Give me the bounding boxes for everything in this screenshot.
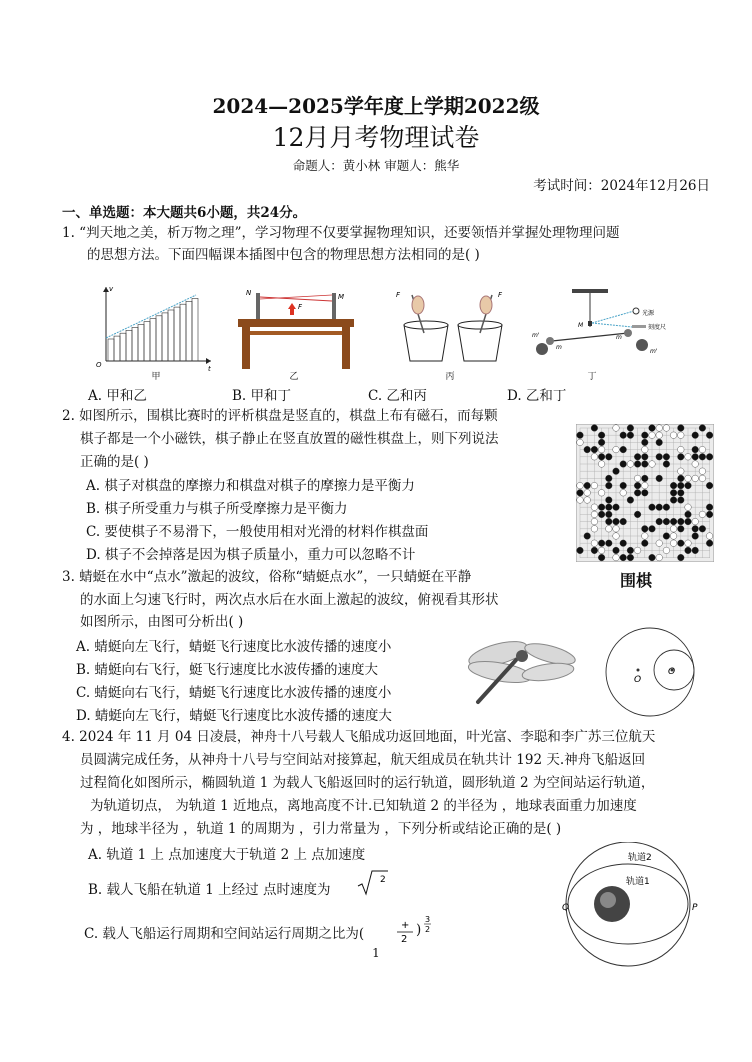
go-stone — [642, 533, 649, 540]
go-stone — [692, 526, 699, 533]
q1-option-b: B. 甲和丁 — [232, 388, 292, 404]
go-stone — [577, 547, 584, 554]
go-stone — [598, 540, 605, 547]
figure-yi — [232, 283, 362, 373]
q2-line3: 正确的是( ) — [80, 454, 149, 470]
ripple-o1: O — [634, 675, 642, 685]
fig-label-yi: 乙 — [289, 372, 299, 382]
q3-line1: 3. 蜻蜓在水中“点水”激起的波纹，俗称“蜻蜓点水”，一只蜻蜓在平静 — [62, 569, 472, 585]
step-bar — [174, 307, 180, 361]
go-stone — [649, 461, 656, 468]
go-stone — [627, 432, 634, 439]
go-stone — [692, 446, 699, 453]
ripple-circles-figure — [598, 624, 710, 720]
fig-ding-m4: m' — [650, 348, 658, 355]
go-stone — [598, 504, 605, 511]
go-stone — [577, 490, 584, 497]
go-stone — [685, 454, 692, 461]
go-stone — [642, 540, 649, 547]
q2-option-a: A. 棋子对棋盘的摩擦力和棋盘对棋子的摩擦力是平衡力 — [86, 478, 415, 494]
step-bar — [132, 327, 138, 361]
go-stone — [692, 454, 699, 461]
step-bar — [168, 310, 174, 361]
go-stone — [642, 454, 649, 461]
go-stone — [606, 475, 613, 482]
orbit-2-label: 轨道2 — [628, 853, 652, 863]
go-stone — [692, 518, 699, 525]
step-bar — [120, 333, 126, 361]
go-stone — [678, 526, 685, 533]
ripple-o2: O — [668, 667, 676, 677]
go-stone — [606, 518, 613, 525]
fig-ding-m2: m — [556, 344, 562, 351]
fig-yi-m: M — [338, 293, 345, 301]
go-stone — [598, 547, 605, 554]
go-stone — [670, 533, 677, 540]
svg-text:+: + — [401, 920, 410, 931]
go-stone — [591, 504, 598, 511]
step-bar — [192, 298, 198, 361]
q3-line3: 如图所示，由图可分析出( ) — [80, 614, 244, 630]
q1-option-c: C. 乙和丙 — [368, 388, 427, 404]
go-stone — [620, 554, 627, 561]
fig-ding-mm: m' — [532, 332, 540, 339]
exam-time: 考试时间：2024年12月26日 — [533, 178, 710, 194]
fig-jia-o: O — [96, 361, 102, 369]
go-stone — [706, 454, 713, 461]
go-stone — [591, 526, 598, 533]
go-stone — [699, 454, 706, 461]
go-stone — [678, 454, 685, 461]
go-stone — [613, 526, 620, 533]
go-stone — [634, 490, 641, 497]
go-stone — [634, 475, 641, 482]
go-stone — [627, 547, 634, 554]
go-stone — [678, 518, 685, 525]
q3-option-a: A. 蜻蜓向左飞行，蜻蜓飞行速度比水波传播的速度小 — [76, 639, 392, 655]
sqrt-symbol-icon — [356, 868, 390, 898]
go-stone — [685, 547, 692, 554]
step-bar — [180, 304, 186, 361]
fig-ding-light: 光源 — [642, 310, 655, 317]
go-stone — [591, 446, 598, 453]
go-stone — [577, 439, 584, 446]
go-stone — [620, 432, 627, 439]
go-stone — [620, 540, 627, 547]
go-stone — [706, 504, 713, 511]
q4-option-c-tail: ) — [416, 922, 422, 938]
fig-ding-m5: M — [578, 322, 584, 329]
go-stone — [613, 547, 620, 554]
go-stone — [620, 461, 627, 468]
go-stone — [649, 432, 656, 439]
go-stone — [678, 497, 685, 504]
dragonfly-figure — [458, 632, 588, 712]
go-stone — [699, 468, 706, 475]
step-bar — [186, 301, 192, 361]
go-stone — [670, 497, 677, 504]
go-stone — [577, 497, 584, 504]
go-stone — [663, 547, 670, 554]
go-board-caption: 围棋 — [620, 571, 653, 590]
go-stone — [670, 432, 677, 439]
page-number: 1 — [372, 946, 380, 960]
go-stone — [591, 540, 598, 547]
step-bar — [108, 339, 114, 361]
go-stone — [699, 511, 706, 518]
go-stone — [678, 540, 685, 547]
go-stone — [613, 554, 620, 561]
go-stone — [598, 454, 605, 461]
go-stone — [613, 446, 620, 453]
fig-bing-f2: F — [498, 291, 503, 299]
go-stone — [692, 475, 699, 482]
go-stone — [642, 490, 649, 497]
q4-line2: 员圆满完成任务，从神舟十八号与空间站对接算起，航天组成员在轨共计 192 天.神舟飞船返回 — [80, 752, 646, 768]
go-stone — [577, 432, 584, 439]
go-stone — [706, 533, 713, 540]
go-stone — [663, 533, 670, 540]
q3-option-c: C. 蜻蜓向右飞行，蜻蜓飞行速度比水波传播的速度小 — [76, 685, 392, 701]
go-stone — [678, 490, 685, 497]
go-stone — [584, 482, 591, 489]
go-stone — [584, 490, 591, 497]
go-stone — [663, 518, 670, 525]
go-stone — [613, 533, 620, 540]
go-stone — [642, 461, 649, 468]
exam-authors: 命题人：黄小林 审题人：熊华 — [292, 158, 460, 173]
go-stone — [678, 425, 685, 432]
go-stone — [685, 475, 692, 482]
orbit-p-label: P — [692, 903, 698, 913]
go-stone — [577, 482, 584, 489]
q1-option-d: D. 乙和丁 — [507, 388, 567, 404]
q3-line2: 的水面上匀速飞行时，两次点水后在水面上激起的波纹，俯视看其形状 — [80, 592, 499, 608]
go-stone — [620, 482, 627, 489]
go-stone — [613, 504, 620, 511]
figure-ding — [532, 283, 672, 373]
go-stone — [634, 482, 641, 489]
go-stone — [584, 446, 591, 453]
q4-line5: 为 ，地球半径为 ，轨道 1 的周期为 ，引力常量为 ，下列分析或结论正确的是( ) — [80, 821, 562, 837]
step-bar — [162, 313, 168, 361]
q2-option-d: D. 棋子不会掉落是因为棋子质量小，重力可以忽略不计 — [86, 547, 416, 563]
go-stone — [634, 461, 641, 468]
go-stone — [606, 497, 613, 504]
go-stone — [699, 526, 706, 533]
go-stone — [656, 475, 663, 482]
go-stone — [591, 518, 598, 525]
go-stone — [685, 540, 692, 547]
go-stone — [656, 540, 663, 547]
fig-label-bing: 丙 — [445, 372, 455, 382]
go-stone — [670, 540, 677, 547]
fig-ding-m3: m — [616, 334, 622, 341]
q4-line3: 过程简化如图所示，椭圆轨道 1 为载人飞船返回时的运行轨道，圆形轨道 2 为空间站运行轨道， — [80, 775, 655, 791]
go-stone — [598, 432, 605, 439]
go-stone — [606, 540, 613, 547]
go-stone — [692, 533, 699, 540]
fig-yi-f: F — [298, 303, 303, 311]
q1-option-a: A. 甲和乙 — [88, 388, 147, 404]
go-stone — [584, 497, 591, 504]
q1-line1: 1. “判天地之美，析万物之理”，学习物理不仅要掌握物理知识，还要领悟并掌握处理物理问题 — [62, 225, 620, 241]
go-stone — [642, 432, 649, 439]
go-stone — [685, 511, 692, 518]
go-stone — [656, 432, 663, 439]
go-stone — [634, 454, 641, 461]
go-stone — [699, 446, 706, 453]
go-stone — [670, 526, 677, 533]
go-stone — [598, 461, 605, 468]
go-stone — [591, 547, 598, 554]
go-stone — [620, 490, 627, 497]
step-bar — [144, 322, 150, 361]
q3-option-d: D. 蜻蜓向左飞行，蜻蜓飞行速度比水波传播的速度大 — [76, 708, 392, 724]
go-stone — [685, 482, 692, 489]
go-stone — [663, 454, 670, 461]
q2-option-b: B. 棋子所受重力与棋子所受摩擦力是平衡力 — [86, 501, 348, 517]
q4-line1: 4. 2024 年 11 月 04 日凌晨，神舟十八号载人飞船成功返回地面，叶光富、李聪和李广苏三位航天 — [62, 729, 656, 745]
go-stone — [591, 454, 598, 461]
step-bar — [138, 325, 144, 362]
go-stone — [606, 526, 613, 533]
go-stone — [663, 425, 670, 432]
fig-yi-n: N — [246, 289, 252, 297]
go-stone — [670, 518, 677, 525]
go-stone — [591, 511, 598, 518]
figure-jia — [96, 283, 216, 373]
q2-line2: 棋子都是一个小磁铁，棋子静止在竖直放置的磁性棋盘上，则下列说法 — [80, 431, 499, 447]
go-board-figure — [576, 424, 714, 562]
go-stone — [606, 482, 613, 489]
go-stone — [598, 490, 605, 497]
go-stone — [591, 482, 598, 489]
go-stone — [678, 554, 685, 561]
go-stone — [692, 547, 699, 554]
go-stone — [598, 439, 605, 446]
go-stone — [634, 547, 641, 554]
step-bar — [156, 316, 162, 361]
step-bar — [114, 336, 120, 361]
go-stone — [598, 554, 605, 561]
step-bar — [150, 319, 156, 361]
go-stone — [706, 482, 713, 489]
fig-jia-v: v — [109, 285, 114, 293]
go-stone — [649, 504, 656, 511]
go-stone — [678, 468, 685, 475]
go-stone — [613, 468, 620, 475]
go-stone — [685, 518, 692, 525]
go-stone — [606, 511, 613, 518]
go-stone — [606, 454, 613, 461]
go-stone — [656, 518, 663, 525]
exam-title-line2: 12月月考物理试卷 — [272, 123, 480, 152]
q2-line1: 2. 如图所示，围棋比赛时的评析棋盘是竖直的，棋盘上布有磁石，而每颗 — [62, 408, 498, 424]
go-stone — [656, 554, 663, 561]
go-stone — [649, 526, 656, 533]
go-stone — [620, 518, 627, 525]
go-stone — [663, 461, 670, 468]
go-stone — [699, 425, 706, 432]
svg-text:2: 2 — [425, 925, 431, 934]
go-stone — [706, 432, 713, 439]
q2-option-c: C. 要使棋子不易滑下，一般使用相对光滑的材料作棋盘面 — [86, 524, 429, 540]
go-stone — [656, 425, 663, 432]
go-stone — [642, 475, 649, 482]
go-stone — [678, 475, 685, 482]
svg-text:3: 3 — [425, 915, 431, 924]
go-stone — [591, 425, 598, 432]
go-stone — [598, 446, 605, 453]
go-stone — [642, 482, 649, 489]
go-stone — [627, 497, 634, 504]
go-stone — [642, 526, 649, 533]
go-stone — [598, 511, 605, 518]
go-stone — [627, 461, 634, 468]
go-stone — [678, 482, 685, 489]
go-stone — [692, 461, 699, 468]
go-stone — [678, 446, 685, 453]
go-stone — [656, 454, 663, 461]
fig-ding-ruler: 刻度尺 — [648, 324, 667, 331]
go-stone — [656, 504, 663, 511]
go-stone — [642, 446, 649, 453]
go-stone — [606, 504, 613, 511]
go-stone — [685, 504, 692, 511]
fig-bing-f1: F — [396, 291, 401, 299]
svg-text:2: 2 — [380, 875, 386, 885]
figure-bing — [392, 283, 512, 373]
go-stone — [706, 511, 713, 518]
go-stone — [634, 511, 641, 518]
go-stone — [627, 554, 634, 561]
go-stone — [613, 425, 620, 432]
go-stone — [642, 439, 649, 446]
go-stone — [692, 432, 699, 439]
fig-label-ding: 丁 — [587, 372, 597, 382]
orbit-1-label: 轨道1 — [626, 877, 650, 887]
go-stone — [656, 439, 663, 446]
go-stone — [670, 482, 677, 489]
q4-option-a: A. 轨道 1 上 点加速度大于轨道 2 上 点加速度 — [88, 847, 366, 863]
go-stone — [613, 518, 620, 525]
go-stone — [699, 475, 706, 482]
orbit-q-label: Q — [562, 903, 570, 913]
go-stone — [649, 425, 656, 432]
go-stone — [663, 504, 670, 511]
q1-line2: 的思想方法。下面四幅课本插图中包含的物理思想方法相同的是( ) — [87, 247, 480, 263]
section1-heading: 一、单选题：本大题共6小题，共24分。 — [62, 205, 307, 221]
go-stone — [627, 425, 634, 432]
q4-option-b: B. 载人飞船在轨道 1 上经过 点时速度为 — [88, 882, 331, 898]
q4-option-c: C. 载人飞船运行周期和空间站运行周期之比为( — [84, 926, 365, 942]
fig-label-jia: 甲 — [151, 372, 161, 382]
go-stone — [620, 446, 627, 453]
fig-jia-t: t — [208, 365, 211, 373]
go-stone — [649, 554, 656, 561]
go-stone — [706, 540, 713, 547]
q4-line4: 为轨道切点， 为轨道 1 近地点，离地高度不计.已知轨道 2 的半径为 ，地球表面重力加速度 — [90, 798, 637, 814]
go-stone — [678, 432, 685, 439]
step-bar — [126, 330, 132, 361]
exam-title-line1: 2024—2025学年度上学期2022级 — [212, 94, 540, 118]
q3-option-b: B. 蜻蜓向右飞行，蜓飞行速度比水波传播的速度大 — [76, 662, 379, 678]
go-stone — [584, 533, 591, 540]
go-stone — [670, 490, 677, 497]
svg-text:2: 2 — [401, 934, 408, 945]
